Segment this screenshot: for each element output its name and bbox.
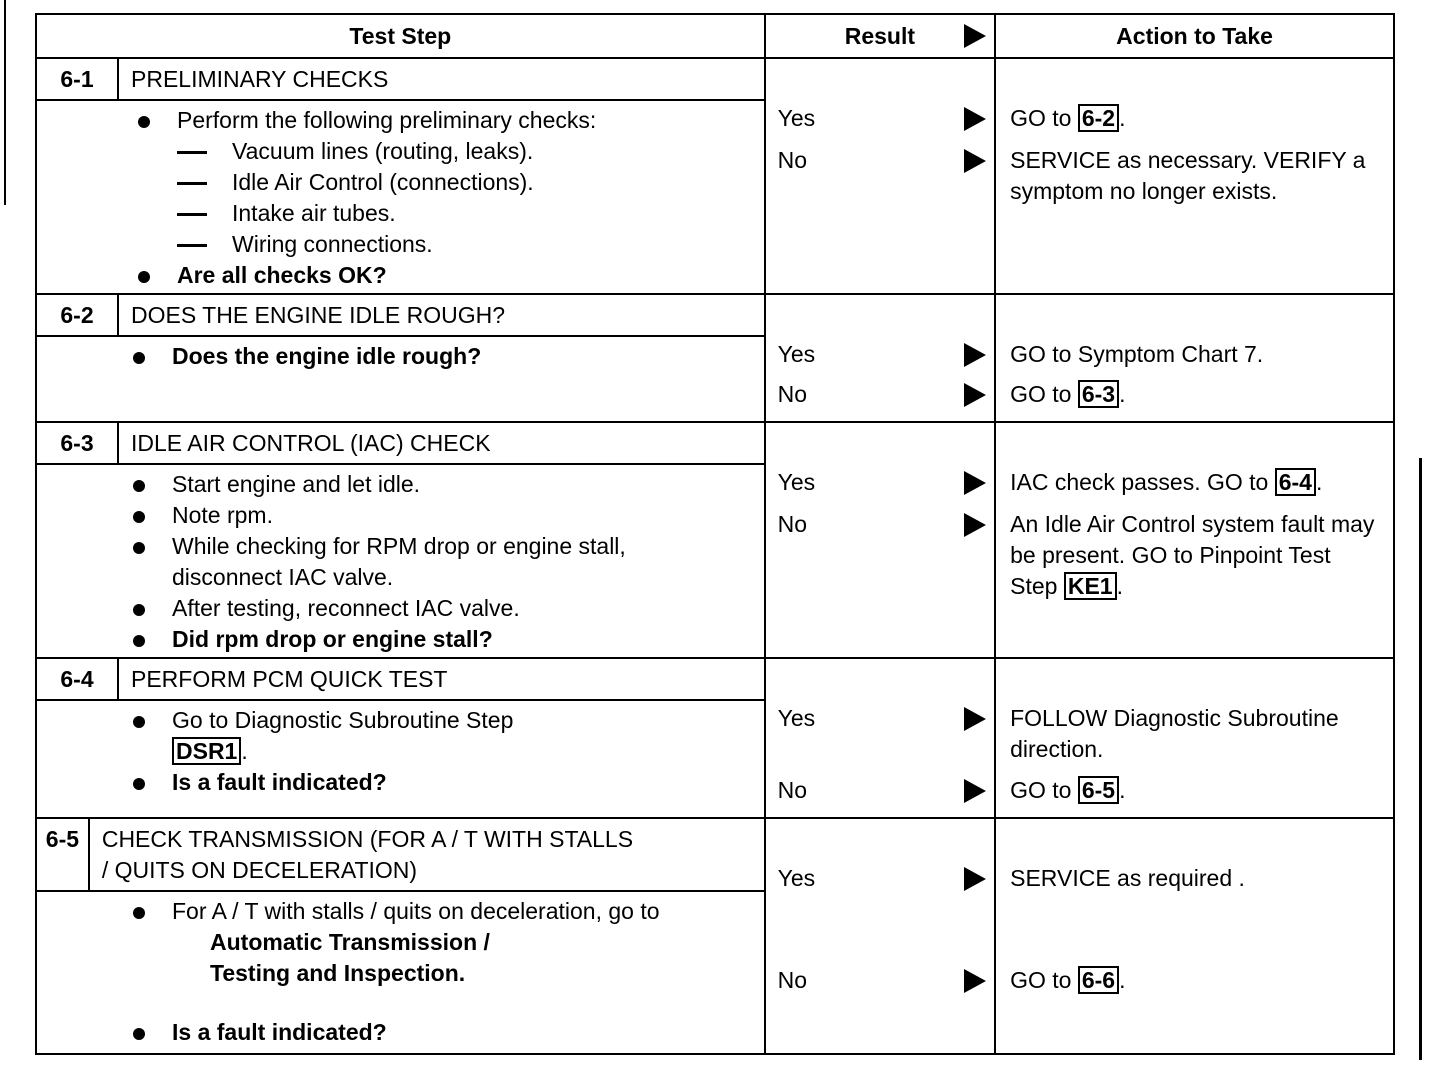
- result-no: [778, 145, 995, 187]
- step-header: [37, 659, 764, 701]
- step-link[interactable]: 6-3: [1078, 380, 1119, 408]
- step-number: 6-5: [37, 819, 90, 890]
- step-header: [37, 819, 764, 892]
- step-row: [36, 658, 1394, 818]
- result-yes: [778, 339, 995, 379]
- arrow-icon: [964, 24, 986, 48]
- step-question: Are all checks OK?: [132, 260, 764, 291]
- action-yes-period: .: [1315, 469, 1323, 495]
- action-no-text: GO to: [1010, 777, 1072, 803]
- margin-mark: [1419, 458, 1422, 1060]
- check-item: Intake air tubes.: [132, 198, 764, 229]
- action-no-text: GO to: [1010, 967, 1072, 993]
- result-cell: [765, 422, 996, 658]
- step-number: 6-2: [37, 295, 119, 335]
- action-header: Action to Take: [995, 14, 1394, 58]
- step-question: Is a fault indicated?: [127, 767, 764, 798]
- step-number: 6-3: [37, 423, 119, 463]
- step-link[interactable]: 6-6: [1078, 966, 1119, 994]
- arrow-icon: [964, 107, 986, 131]
- arrow-icon: [964, 779, 986, 803]
- step-row: [36, 58, 1394, 294]
- action-no: [1010, 775, 1383, 806]
- action-no-period: .: [1116, 573, 1123, 599]
- step-row: [36, 294, 1394, 422]
- step-title: PRELIMINARY CHECKS: [131, 66, 389, 92]
- step-link[interactable]: 6-4: [1275, 468, 1316, 496]
- result-cell: [765, 658, 996, 818]
- action-no: [1010, 965, 1383, 996]
- step-instruction: Note rpm.: [127, 500, 764, 531]
- arrow-icon: [964, 471, 986, 495]
- result-yes: [778, 103, 995, 145]
- result-header-label: Result: [844, 22, 915, 49]
- result-yes: [778, 467, 995, 509]
- result-no-label: No: [777, 777, 808, 803]
- result-no-label: No: [777, 967, 808, 993]
- instruction-reference: Automatic Transmission / Testing and Inspection.: [210, 929, 490, 986]
- step-header: [37, 423, 764, 465]
- step-instruction: [127, 896, 764, 989]
- action-yes-period: .: [1119, 105, 1126, 131]
- instruction-period: .: [241, 738, 248, 764]
- step-body: [37, 337, 764, 374]
- step-body: [37, 101, 764, 293]
- action-no-period: .: [1119, 381, 1126, 407]
- result-no: [778, 509, 995, 551]
- step-link[interactable]: KE1: [1064, 572, 1117, 600]
- step-question: Does the engine idle rough?: [127, 341, 764, 372]
- result-no: [778, 775, 995, 817]
- result-no-label: No: [777, 511, 808, 537]
- action-no: [1010, 509, 1383, 602]
- action-yes-text: GO to: [1010, 105, 1072, 131]
- result-cell: [765, 294, 996, 422]
- step-instruction: Perform the following preliminary checks:: [132, 105, 764, 136]
- subroutine-link[interactable]: DSR1: [172, 737, 241, 765]
- step-number: 6-4: [37, 659, 119, 699]
- step-cell: [36, 658, 765, 818]
- step-cell: [36, 818, 765, 1054]
- action-yes: SERVICE as required .: [1010, 865, 1245, 891]
- test-step-header: Test Step: [36, 14, 765, 58]
- result-cell: [765, 818, 996, 1054]
- step-body: [37, 892, 764, 1050]
- diagnostic-table: [35, 13, 1395, 1055]
- result-no-label: No: [777, 147, 808, 173]
- result-no: [778, 965, 995, 1007]
- step-question: Did rpm drop or engine stall?: [127, 624, 764, 655]
- step-number: 6-1: [37, 59, 119, 99]
- step-instruction: Start engine and let idle.: [127, 469, 764, 500]
- result-header: [765, 14, 996, 58]
- step-question: Is a fault indicated?: [127, 1017, 764, 1048]
- action-yes: FOLLOW Diagnostic Subroutine direction.: [1010, 705, 1339, 762]
- step-body: [37, 701, 764, 800]
- arrow-icon: [964, 343, 986, 367]
- result-yes: [778, 703, 995, 775]
- action-no: [1010, 379, 1383, 410]
- action-cell: [995, 294, 1394, 422]
- result-cell: [765, 58, 996, 294]
- result-yes-label: Yes: [777, 469, 816, 495]
- action-cell: [995, 422, 1394, 658]
- check-item: Wiring connections.: [132, 229, 764, 260]
- action-yes: GO to Symptom Chart 7.: [1010, 341, 1264, 367]
- step-title: DOES THE ENGINE IDLE ROUGH?: [131, 302, 506, 328]
- action-yes: [1010, 103, 1383, 145]
- step-row: [36, 422, 1394, 658]
- step-body: [37, 465, 764, 657]
- check-item: Idle Air Control (connections).: [132, 167, 764, 198]
- action-yes: [1010, 467, 1383, 509]
- instruction-text: For A / T with stalls / quits on deceleration, go to: [172, 898, 660, 924]
- action-no: SERVICE as necessary. VERIFY a symptom no longer exists.: [1010, 147, 1366, 204]
- step-cell: [36, 294, 765, 422]
- result-yes-label: Yes: [777, 341, 816, 367]
- margin-mark: [4, 0, 6, 205]
- step-header: [37, 295, 764, 337]
- arrow-icon: [964, 969, 986, 993]
- action-cell: [995, 658, 1394, 818]
- step-title: IDLE AIR CONTROL (IAC) CHECK: [131, 430, 491, 456]
- step-instruction: While checking for RPM drop or engine stall, disconnect IAC valve.: [127, 531, 764, 593]
- action-no-period: .: [1119, 777, 1126, 803]
- step-link[interactable]: 6-5: [1078, 776, 1119, 804]
- step-instruction: [127, 705, 764, 767]
- action-no-period: .: [1119, 967, 1126, 993]
- step-cell: [36, 58, 765, 294]
- header-row: [36, 14, 1394, 58]
- result-yes-label: Yes: [777, 865, 816, 891]
- arrow-icon: [964, 707, 986, 731]
- check-item: Vacuum lines (routing, leaks).: [132, 136, 764, 167]
- arrow-icon: [964, 513, 986, 537]
- action-cell: [995, 818, 1394, 1054]
- step-instruction: After testing, reconnect IAC valve.: [127, 593, 764, 624]
- step-row: [36, 818, 1394, 1054]
- arrow-icon: [964, 383, 986, 407]
- action-no-text: An Idle Air Control system fault may be present. GO to Pinpoint Test Step: [1010, 511, 1375, 599]
- result-no: [778, 379, 995, 421]
- result-yes: [778, 863, 995, 965]
- step-header: [37, 59, 764, 101]
- instruction-text: Go to Diagnostic Subroutine Step: [172, 707, 514, 733]
- result-yes-label: Yes: [777, 105, 816, 131]
- arrow-icon: [964, 149, 986, 173]
- arrow-icon: [964, 867, 986, 891]
- step-link[interactable]: 6-2: [1078, 104, 1119, 132]
- action-yes-text: IAC check passes. GO to: [1010, 469, 1269, 495]
- result-no-label: No: [777, 381, 808, 407]
- step-cell: [36, 422, 765, 658]
- step-title: PERFORM PCM QUICK TEST: [131, 666, 448, 692]
- step-title: CHECK TRANSMISSION (FOR A / T WITH STALLS / QUITS ON DECELERATION): [101, 826, 634, 883]
- action-cell: [995, 58, 1394, 294]
- result-yes-label: Yes: [777, 705, 816, 731]
- action-no-text: GO to: [1010, 381, 1072, 407]
